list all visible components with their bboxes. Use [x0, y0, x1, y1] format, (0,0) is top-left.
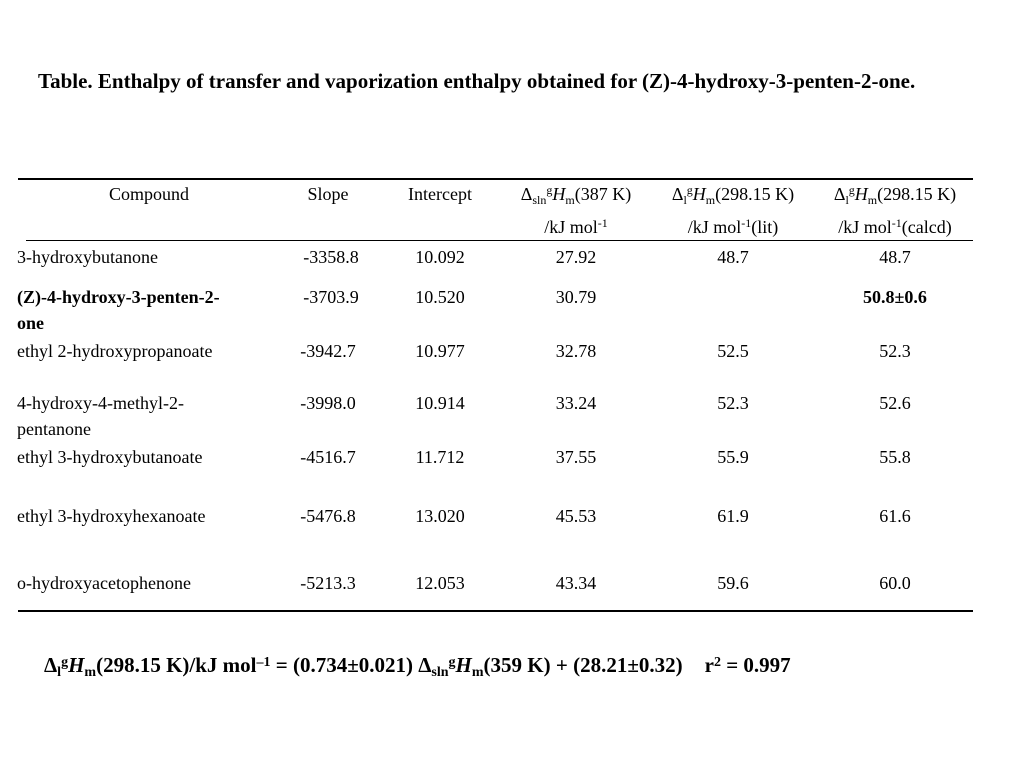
- header-lit-unit: /kJ mol$^{-1}$(lit): [687, 216, 779, 237]
- row-2-intercept: 10.977: [415, 341, 465, 361]
- row-0-sln: 27.92: [555, 247, 597, 267]
- row-0-lit: 48.7: [717, 247, 749, 267]
- row-3-sln: 33.24: [555, 393, 597, 413]
- row-4-sln: 37.55: [555, 447, 597, 467]
- row-2-sln: 32.78: [555, 341, 597, 361]
- table-caption: Table. Enthalpy of transfer and vaporization enthalpy obtained for (Z)-4-hydroxy-3-penten-2-one.: [38, 69, 916, 93]
- row-1-intercept: 10.520: [415, 287, 465, 307]
- row-6-intercept: 12.053: [415, 573, 465, 593]
- row-6-compound: o-hydroxyacetophenone: [17, 573, 191, 593]
- regression-equation: $\Delta_l^gH_m(298.15$ K)/kJ mol$^{-1}$ = (0.734±0.021) $\Delta_{sln}^gH_m(359$ K) + (28.21±0.32) $r^2 = 0.997$: [44, 653, 791, 680]
- row-6-calcd: 60.0: [879, 573, 911, 593]
- header-compound: Compound: [108, 184, 190, 204]
- row-2-slope: -3942.7: [300, 341, 356, 361]
- row-3-slope: -3998.0: [300, 393, 356, 413]
- row-1-sln: 30.79: [555, 287, 597, 307]
- row-4-lit: 55.9: [717, 447, 749, 467]
- row-2-compound: ethyl 2-hydroxypropanoate: [17, 341, 213, 361]
- row-3-intercept: 10.914: [415, 393, 465, 413]
- row-1-compound: (Z)-4-hydroxy-3-penten-2- one: [17, 287, 220, 333]
- row-3-compound: 4-hydroxy-4-methyl-2- pentanone: [17, 393, 184, 439]
- header-slope: Slope: [307, 184, 349, 204]
- row-4-calcd: 55.8: [879, 447, 911, 467]
- header-calcd-enthalpy: $\Delta_l^gH_m(298.15$ K): [833, 183, 957, 207]
- row-3-lit: 52.3: [717, 393, 749, 413]
- row-0-intercept: 10.092: [415, 247, 465, 267]
- row-5-compound: ethyl 3-hydroxyhexanoate: [17, 506, 206, 526]
- row-1-slope: -3703.9: [303, 287, 359, 307]
- table-top-rule: [18, 178, 973, 180]
- header-intercept: Intercept: [408, 184, 472, 204]
- header-bottom-rule: [26, 240, 973, 241]
- header-sln-unit: /kJ mol$^{-1}$: [544, 216, 608, 237]
- row-4-compound: ethyl 3-hydroxybutanoate: [17, 447, 203, 467]
- row-6-lit: 59.6: [717, 573, 749, 593]
- row-3-calcd: 52.6: [879, 393, 911, 413]
- header-calcd-unit: /kJ mol$^{-1}$(calcd): [838, 216, 952, 237]
- row-1-calcd: 50.8±0.6: [863, 287, 927, 307]
- row-0-slope: -3358.8: [303, 247, 359, 267]
- row-0-compound: 3-hydroxybutanone: [17, 247, 158, 267]
- header-lit-enthalpy: $\Delta_l^gH_m(298.15$ K): [671, 183, 795, 207]
- row-6-slope: -5213.3: [300, 573, 356, 593]
- row-4-slope: -4516.7: [300, 447, 356, 467]
- row-6-sln: 43.34: [555, 573, 597, 593]
- row-0-calcd: 48.7: [879, 247, 911, 267]
- row-2-lit: 52.5: [717, 341, 749, 361]
- row-5-lit: 61.9: [717, 506, 749, 526]
- row-5-intercept: 13.020: [415, 506, 465, 526]
- row-5-calcd: 61.6: [879, 506, 911, 526]
- row-5-sln: 45.53: [555, 506, 597, 526]
- row-5-slope: -5476.8: [300, 506, 356, 526]
- row-2-calcd: 52.3: [879, 341, 911, 361]
- row-4-intercept: 11.712: [415, 447, 465, 467]
- header-sln-enthalpy: $\Delta_{sln}^gH_m(387$ K): [520, 183, 632, 207]
- table-bottom-rule: [18, 610, 973, 612]
